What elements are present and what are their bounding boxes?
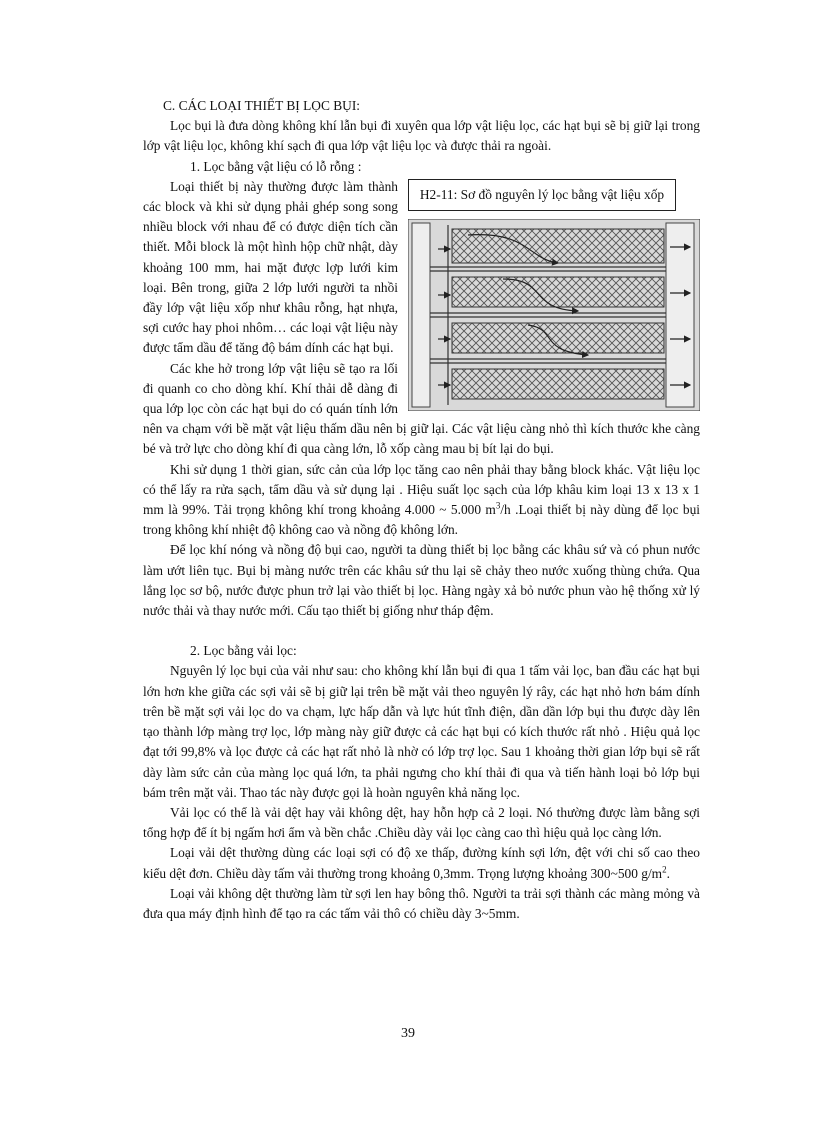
paragraph-3-end: . — [666, 865, 670, 881]
intro-paragraph: Lọc bụi là đưa dòng không khí lẫn bụi đi xuyên qua lớp vật liệu lọc, các hạt bụi sẽ bị giữ lại trong lớp vật liệu lọc, không khí sạch đi qua lớp vật liệu lọc và được thải ra ngoài. — [143, 118, 700, 154]
figure-h2-11 — [408, 179, 700, 411]
area-superscript: 2 — [662, 864, 667, 875]
figure-caption: H2-11: Sơ đồ nguyên lý lọc bằng vật liệu xốp — [408, 179, 676, 211]
subsection-1-paragraph-3 — [143, 460, 700, 541]
paragraph-3-text-b: /h .Loại thiết bị này dùng để lọc bụi trong không khí nhiệt độ không cao và nồng độ không lớn. — [143, 502, 700, 538]
subsection-2-paragraph-3 — [143, 843, 700, 883]
page-number: 39 — [401, 1026, 415, 1041]
subsection-1-paragraph-1: Loại thiết bị này thường được làm thành các block và khi sử dụng phải ghép song song nhiều block với nhau để có được diện tích cần thiết. Mỗi block là một hình hộp chữ nhật, dày khoảng 100 mm, hai mặt được lợp lưới kim loại. Bên trong, giữa 2 lớp lưới người ta nhồi đầy lớp vật liệu xốp như khâu rỗng, hạt nhựa, sợi cước hay phoi nhôm… các loại vật liệu này được tẩm dầu để tăng độ bám dính các hạt bụi. — [143, 178, 398, 356]
subsection-2-paragraph-1: Nguyên lý lọc bụi của vải như sau: cho không khí lẫn bụi đi qua 1 tấm vải lọc, ban đầu các hạt bụi lớn hơn khe giữa các sợi vải sẽ bị giữ lại trên bề mặt vải theo nguyên lý rây, các hạt nhỏ hơn bám dính trên bề mặt sợi vải lọc do va chạm, lực hấp dẫn và lực hút tĩnh điện, dần dần lớp bụi thu được dày lên tạo thành lớp màng trợ lọc, lớp màng này giữ được cả các hạt bụi có kích thước rất nhỏ . Hiệu quả lọc đạt tới 99,8% và lọc được cả các hạt rất nhỏ là nhờ có lớp trợ lọc. Sau 1 khoảng thời gian lớp bụi sẽ rất dày làm sức cản của màng lọc quá lớn, ta phải ngưng cho khí thải đi qua và tiến hành loại bỏ lớp bụi bám trên mặt vải. Thao tác này được gọi là hoàn nguyên khả năng lọc. — [143, 663, 700, 800]
page-content — [143, 96, 700, 924]
section-title: C. CÁC LOẠI THIẾT BỊ LỌC BỤI: — [163, 98, 361, 113]
subsection-1-paragraph-2: Các khe hở trong lớp vật liệu sẽ tạo ra lối đi quanh co cho dòng khí. Khí thải dễ dàng đi qua lớp lọc còn các hạt bụi do có quán tính lớn nên va chạm với bề mặt vật liệu thấm dầu nên bị giữ lại. Các vật liệu càng nhỏ thì kích thước khe càng bé và trở lực cho dòng khí đi qua càng lớn, lỗ xốp càng mau bị bít lại do bụi. — [143, 360, 700, 457]
subsection-1-paragraph-4: Để lọc khí nóng và nồng độ bụi cao, người ta dùng thiết bị lọc bằng các khâu sứ và có phun nước làm ướt liên tục. Bụi bị màng nước trên các khâu sứ thu lại sẽ chảy theo nước xuống thùng chứa. Qua lắng lọc sơ bộ, nước được phun trở lại vào thiết bị lọc. Hàng ngày xả bỏ nước phun vào hệ thống xử lý nước thải và thay nước mới. Cấu tạo thiết bị giống như tháp đệm. — [143, 542, 700, 619]
subsection-1-title: 1. Lọc bằng vật liệu có lỗ rỗng : — [190, 158, 362, 174]
section-gap — [143, 621, 700, 641]
subsection-2-paragraph-2: Vải lọc có thể là vải dệt hay vải không dệt, hay hỗn hợp cả 2 loại. Nó thường được làm bằng sợi tổng hợp để ít bị ngấm hơi ẩm và bền chắc .Chiều dày vải lọc càng cao thì hiệu quả lọc càng lớn. — [143, 804, 700, 841]
paragraph-3-text-a: Khi sử dụng 1 thời gian, sức cản của lớp lọc tăng cao nên phải thay bằng block khác. Vật liệu lọc có thể lấy ra rửa sạch, tẩm dầu và sử dụng lại . Hiệu suất lọc sạch của lớp khâu kim loại 13 x 13 x 1 mm là 99%. Tải trọng không khí trong khoảng 4.000 ~ 5.000 m — [143, 461, 700, 518]
porous-filter-diagram — [408, 219, 700, 411]
paragraph-3-text: Loại vải dệt thường dùng các loại sợi có độ xe thấp, đường kính sợi lớn, đệt với chi số cao theo kiểu dệt đơn. Chiều dày tấm vải thường trong khoảng 0,3mm. Trọng lượng khoảng 300~500 g/m — [143, 845, 700, 881]
subsection-2-title: 2. Lọc bằng vải lọc: — [190, 643, 297, 659]
subsection-2-paragraph-4: Loại vải không dệt thường làm từ sợi len hay bông thô. Người ta trải sợi thành các màng mỏng và đưa qua máy định hình để tạo ra các tấm vải thô có chiều dày 3~5mm. — [143, 885, 700, 921]
unit-superscript: 3 — [495, 500, 501, 511]
